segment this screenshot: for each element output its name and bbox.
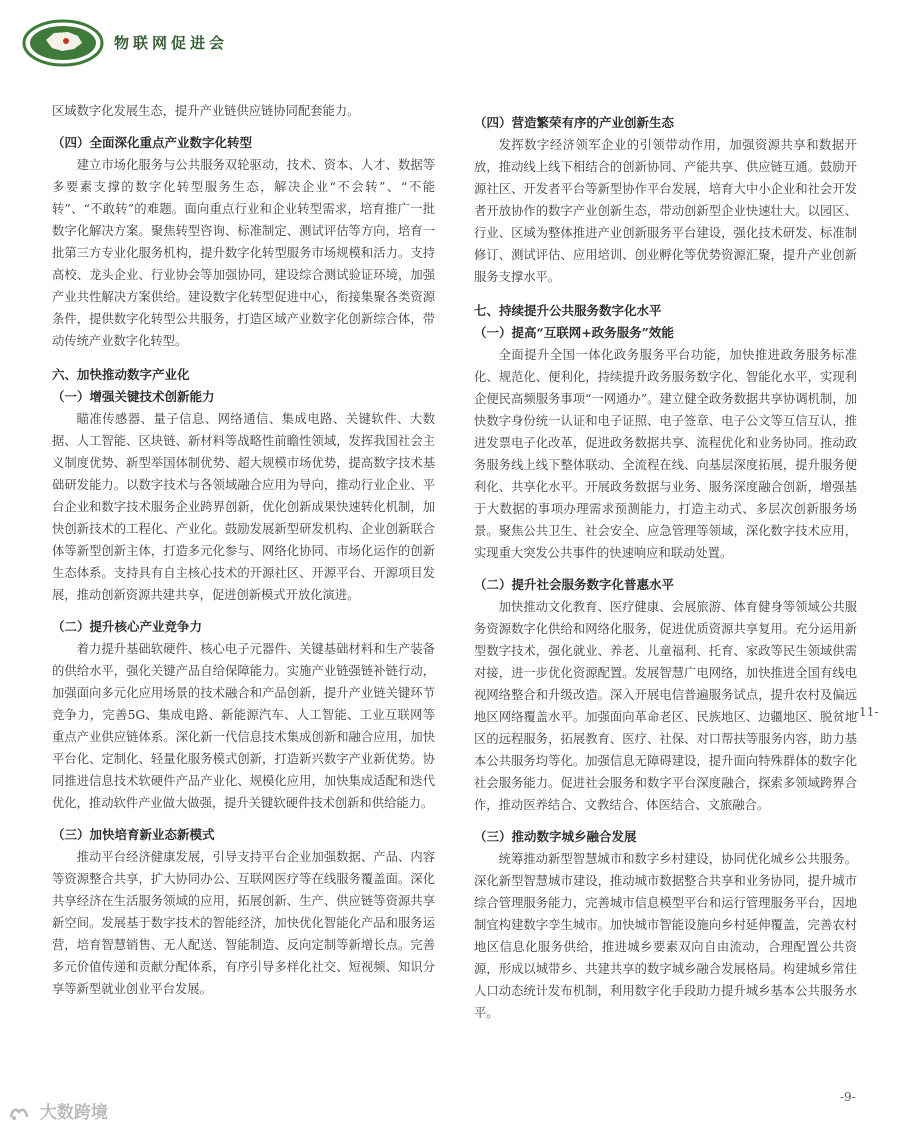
watermark-text: 大数跨境 bbox=[39, 1103, 108, 1123]
section-7-2-body: 加快推动文化教育、医疗健康、会展旅游、体育健身等领域公共服务资源数字化供给和网络化服务，促进优质资源共享复用。充分运用新型数字技术，强化就业、养老、儿童福利、托育、家政等民生领域供需对接，进一步优化资源配置。发展智慧广电网络，加快推进全国有线电视网络整合和升级改造。深入开展电信普遍服务试点，提升农村及偏远地区网络覆盖水平。加强面向革命老区、民族地区、边疆地区、脱贫地区的远程服务，拓展教育、医疗、社保、对口帮扶等服务内容，助力基本公共服务均等化。加强信息无障碍建设，提升面向特殊群体的数字化社会服务能力。促进社会服务和数字平台深度融合，探索多领域跨界合作，推动医养结合、文教结合、体医结合、文旅融合。 bbox=[474, 600, 857, 812]
watermark-logo-icon bbox=[8, 1104, 30, 1122]
section-6-1-title: （一）增强关键技术创新能力 bbox=[52, 389, 215, 404]
left-column bbox=[52, 100, 435, 1000]
section-6-1-body: 瞄准传感器、量子信息、网络通信、集成电路、关键软件、大数据、人工智能、区块链、新材料等战略性前瞻性领域，发挥我国社会主义制度优势、新型举国体制优势、超大规模市场优势，提高数字技术基础研发能力。以数字技术与各领域融合应用为导向，推动行业企业、平台企业和数字技术服务企业跨界创新，优化创新成果快速转化机制，加快创新技术的工程化、产业化。鼓励发展新型研发机构、企业创新联合体等新型创新主体，打造多元化参与、网络化协同、市场化运作的创新生态体系。支持具有自主核心技术的开源社区、开源平台、开源项目发展，推动创新资源共建共享，促进创新模式开放化演进。 bbox=[52, 412, 435, 602]
section-6-2-title: （二）提升核心产业竞争力 bbox=[52, 619, 203, 634]
section-7-1-body: 全面提升全国一体化政务服务平台功能，加快推进政务服务标准化、规范化、便利化，持续提升政务服务数字化、智能化水平，实现利企便民高频服务事项“一网通办”。建立健全政务数据共享协调机制，加快数字身份统一认证和电子证照、电子签章、电子公文等互信互认，推进发票电子化改革，促进政务数据共享、流程优化和业务协同。推动政务服务线上线下整体联动、全流程在线、向基层深度拓展，提升服务便利化、共享化水平。开展政务数据与业务、服务深度融合创新，增强基于大数据的事项办理需求预测能力，打造主动式、多层次创新服务场景。聚焦公共卫生、社会安全、应急管理等领域，深化数字技术应用，实现重大突发公共事件的快速响应和联动处置。 bbox=[474, 348, 857, 560]
chapter-7-title: 七、持续提升公共服务数字化水平 bbox=[474, 303, 662, 318]
section-7-1-title: （一）提高“互联网+政务服务”效能 bbox=[474, 325, 674, 340]
section-6-4-body: 发挥数字经济领军企业的引领带动作用，加强资源共享和数据开放，推动线上线下相结合的创新协同、产能共享、供应链互通。鼓励开源社区、开发者平台等新型协作平台发展，培育大中小企业和社会开发者开放协作的数字产业创新生态，带动创新型企业快速壮大。以园区、行业、区域为整体推进产业创新服务平台建设，强化技术研发、标准制修订、测试评估、应用培训、创业孵化等优势资源汇聚，提升产业创新服务支撑水平。 bbox=[474, 138, 857, 284]
org-name: 物联网促进会 bbox=[114, 34, 229, 52]
section-7-2-title: （二）提升社会服务数字化普惠水平 bbox=[474, 577, 675, 592]
section-4-body: 建立市场化服务与公共服务双轮驱动，技术、资本、人才、数据等多要素支撑的数字化转型服务生态，解决企业“不会转”、“不能转”、“不敢转”的难题。面向重点行业和企业转型需求，培育推广一批数字化解决方案。聚焦转型咨询、标准制定、测试评估等方向，培育一批第三方专业化服务机构，提升数字化转型服务市场规模和活力。支持高校、龙头企业、行业协会等加强协同，建设综合测试验证环境，加强产业共性解决方案供给。建设数字化转型促进中心，衔接集聚各类资源条件，提供数字化转型公共服务，打造区域产业数字化创新综合体，带动传统产业数字化转型。 bbox=[52, 158, 435, 348]
page-header bbox=[22, 18, 422, 68]
section-6-3-title: （三）加快培育新业态新模式 bbox=[52, 827, 215, 842]
association-logo-icon bbox=[22, 18, 104, 68]
section-6-4-title: （四）营造繁荣有序的产业创新生态 bbox=[474, 115, 675, 130]
watermark bbox=[8, 1098, 108, 1123]
chapter-6-title: 六、加快推动数字产业化 bbox=[52, 367, 190, 382]
page-number-middle: -11- bbox=[855, 705, 879, 719]
section-6-3-body: 推动平台经济健康发展，引导支持平台企业加强数据、产品、内容等资源整合共享，扩大协同办公、互联网医疗等在线服务覆盖面。深化共享经济在生活服务领域的应用，拓展创新、生产、供应链等资源共享新空间。发展基于数字技术的智能经济，加快优化智能化产品和服务运营，培育智慧销售、无人配送、智能制造、反向定制等新增长点。完善多元价值传递和贡献分配体系，有序引导多样化社交、短视频、知识分享等新型就业创业平台发展。 bbox=[52, 850, 435, 996]
section-6-2-body: 着力提升基础软硬件、核心电子元器件、关键基础材料和生产装备的供给水平，强化关键产品自给保障能力。实施产业链强链补链行动，加强面向多元化应用场景的技术融合和产品创新，提升产业链关键环节竞争力，完善5G、集成电路、新能源汽车、人工智能、工业互联网等重点产业供应链体系。深化新一代信息技术集成创新和融合应用，加快平台化、定制化、轻量化服务模式创新，打造新兴数字产业新优势。协同推进信息技术软硬件产品产业化、规模化应用，加快集成适配和迭代优化，推动软件产业做大做强，提升关键软硬件技术创新和供给能力。 bbox=[52, 642, 435, 810]
page-number-bottom: -9- bbox=[840, 1090, 856, 1104]
section-4-title: （四）全面深化重点产业数字化转型 bbox=[52, 135, 253, 150]
right-column bbox=[474, 112, 857, 1024]
section-7-3-title: （三）推动数字城乡融合发展 bbox=[474, 829, 637, 844]
intro-paragraph: 区域数字化发展生态，提升产业链供应链协同配套能力。 bbox=[52, 104, 360, 118]
section-7-3-body: 统筹推动新型智慧城市和数字乡村建设，协同优化城乡公共服务。深化新型智慧城市建设，推动城市数据整合共享和业务协同，提升城市综合管理服务能力，完善城市信息模型平台和运行管理服务平台，因地制宜构建数字孪生城市。加快城市智能设施向乡村延伸覆盖，完善农村地区信息化服务供给，推进城乡要素双向自由流动，合理配置公共资源，形成以城带乡、共建共享的数字城乡融合发展格局。构建城乡常住人口动态统计发布机制，利用数字化手段助力提升城乡基本公共服务水平。 bbox=[474, 852, 857, 1020]
